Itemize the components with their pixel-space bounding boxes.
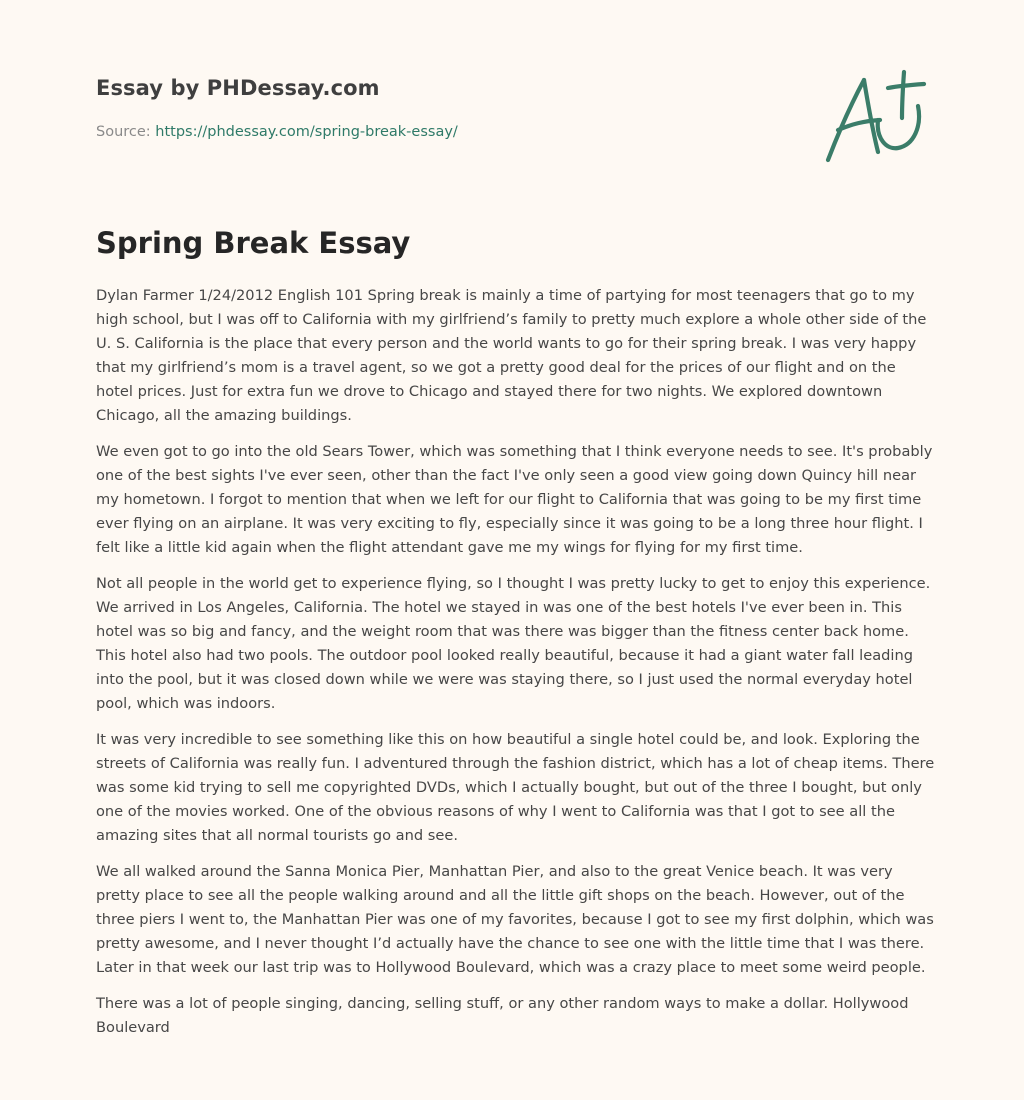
source-link[interactable]: https://phdessay.com/spring-break-essay/ bbox=[155, 124, 458, 140]
essay-paragraph: Dylan Farmer 1/24/2012 English 101 Spring break is mainly a time of partying for most teenagers that go to my high school, but I was off to California with my girlfriend’s family to pretty much explore a whole other side of the U. S. California is the place that every person and the world wants to go for their spring break. I was very happy that my girlfriend’s mom is a travel agent, so we got a pretty good deal for the prices of our flight and on the hotel prices. Just for extra fun we drove to Chicago and stayed there for two nights. We explored downtown Chicago, all the amazing buildings. bbox=[96, 287, 927, 424]
essay-paragraph: We even got to go into the old Sears Tower, which was something that I think everyone needs to see. It's probably one of the best sights I've ever seen, other than the fact I've only seen a good view going down Quincy hill near my hometown. I forgot to mention that when we left for our flight to California that was going to be my first time ever flying on an airplane. It was very exciting to fly, especially since it was going to be a long three hour flight. I felt like a little kid again when the flight attendant gave me my wings for flying for my first time. bbox=[96, 443, 933, 556]
essay-paragraph: We all walked around the Sanna Monica Pier, Manhattan Pier, and also to the great Venice beach. It was very pretty place to see all the people walking around and all the little gift shops on the beach. However, out of the three piers I went to, the Manhattan Pier was one of my favorites, because I got to see my first dolphin, which was pretty awesome, and I never thought I’d actually have the chance to see one with the little time that I was there. Later in that week our last trip was to Hollywood Boulevard, which was a crazy place to meet some weird people. bbox=[96, 863, 934, 976]
essay-paragraph: Not all people in the world get to experience flying, so I thought I was pretty lucky to get to enjoy this experience. We arrived in Los Angeles, California. The hotel we stayed in was one of the best hotels I've ever been in. This hotel was so big and fancy, and the weight room that was there was bigger than the fitness center back home. This hotel also had two pools. The outdoor pool looked really beautiful, because it had a giant water fall leading into the pool, but it was closed down while we were was staying there, so I just used the normal everyday hotel pool, which was indoors. bbox=[96, 575, 931, 712]
essay-paragraph: It was very incredible to see something like this on how beautiful a single hotel could be, and look. Exploring the streets of California was really fun. I adventured through the fashion district, which has a lot of cheap items. There was some kid trying to sell me copyrighted DVDs, which I actually bought, but out of the three I bought, but only one of the movies worked. One of the obvious reasons of why I went to California was that I got to see all the amazing sites that all normal tourists go and see. bbox=[96, 731, 935, 844]
source-line bbox=[96, 124, 458, 140]
essay-page bbox=[96, 0, 935, 1100]
essay-paragraph: There was a lot of people singing, dancing, selling stuff, or any other random ways to make a dollar. Hollywood Boulevard bbox=[96, 995, 909, 1036]
a-plus-grade-icon bbox=[824, 66, 928, 166]
source-label: Source: bbox=[96, 124, 156, 140]
site-title: Essay by PHDessay.com bbox=[96, 76, 380, 100]
essay-body bbox=[96, 284, 936, 1052]
essay-title: Spring Break Essay bbox=[96, 226, 411, 260]
